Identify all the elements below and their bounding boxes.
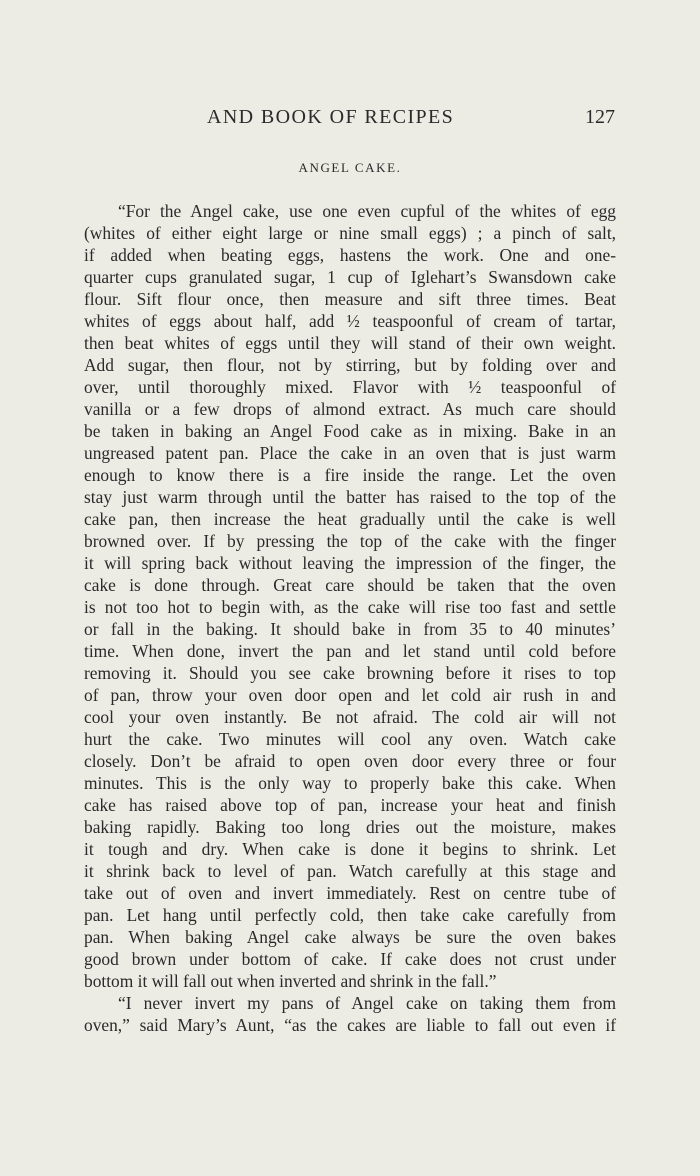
text-line: baking rapidly. Baking too long dries out the moisture, makes bbox=[84, 817, 616, 837]
section-title: ANGEL CAKE. bbox=[298, 160, 402, 175]
text-line: it tough and dry. When cake is done it begins to shrink. Let bbox=[84, 839, 616, 859]
text-line: if added when beating eggs, hastens the work. One and one- bbox=[84, 245, 616, 265]
text-line: it will spring back without leaving the impression of the finger, the bbox=[84, 553, 616, 573]
text-line: oven,” said Mary’s Aunt, “as the cakes are liable to fall out even if bbox=[84, 1015, 616, 1035]
text-line: ungreased patent pan. Place the cake in an oven that is just warm bbox=[84, 443, 616, 463]
text-line: removing it. Should you see cake browning before it rises to top bbox=[84, 663, 616, 683]
text-line: stay just warm through until the batter has raised to the top of the bbox=[84, 487, 616, 507]
body-text bbox=[84, 200, 616, 1036]
text-line: good brown under bottom of cake. If cake does not crust under bbox=[84, 949, 616, 969]
text-line: closely. Don’t be afraid to open oven door every three or four bbox=[84, 751, 616, 771]
text-line: whites of eggs about half, add ½ teaspoonful of cream of tartar, bbox=[84, 311, 616, 331]
text-line: it shrink back to level of pan. Watch carefully at this stage and bbox=[84, 861, 616, 881]
paragraph-recipe bbox=[84, 200, 616, 992]
text-line: is not too hot to begin with, as the cake will rise too fast and settle bbox=[84, 597, 616, 617]
text-line: enough to know there is a fire inside the range. Let the oven bbox=[84, 465, 616, 485]
text-line: be taken in baking an Angel Food cake as in mixing. Bake in an bbox=[84, 421, 616, 441]
text-line: minutes. This is the only way to properly bake this cake. When bbox=[84, 773, 616, 793]
running-title: AND BOOK OF RECIPES bbox=[207, 106, 455, 128]
running-head bbox=[0, 106, 700, 134]
text-line: flour. Sift flour once, then measure and sift three times. Beat bbox=[84, 289, 616, 309]
text-line: cake pan, then increase the heat gradually until the cake is well bbox=[84, 509, 616, 529]
page-number: 127 bbox=[585, 106, 615, 128]
text-line: browned over. If by pressing the top of the cake with the finger bbox=[84, 531, 616, 551]
text-line: pan. When baking Angel cake always be sure the oven bakes bbox=[84, 927, 616, 947]
text-line: Add sugar, then flour, not by stirring, but by folding over and bbox=[84, 355, 616, 375]
text-line: then beat whites of eggs until they will stand of their own weight. bbox=[84, 333, 616, 353]
text-line: bottom it will fall out when inverted and shrink in the fall.” bbox=[84, 971, 497, 991]
text-line: of pan, throw your oven door open and let cold air rush in and bbox=[84, 685, 616, 705]
text-line: cake has raised above top of pan, increase your heat and finish bbox=[84, 795, 616, 815]
text-line: (whites of either eight large or nine small eggs) ; a pinch of salt, bbox=[84, 223, 616, 243]
text-line: over, until thoroughly mixed. Flavor with ½ teaspoonful of bbox=[84, 377, 616, 397]
text-line: pan. Let hang until perfectly cold, then take cake carefully from bbox=[84, 905, 616, 925]
text-line: take out of oven and invert immediately. Rest on centre tube of bbox=[84, 883, 616, 903]
text-line: or fall in the baking. It should bake in from 35 to 40 minutes’ bbox=[84, 619, 616, 639]
text-line: vanilla or a few drops of almond extract. As much care should bbox=[84, 399, 616, 419]
text-line: time. When done, invert the pan and let stand until cold before bbox=[84, 641, 616, 661]
text-line: hurt the cake. Two minutes will cool any oven. Watch cake bbox=[84, 729, 616, 749]
text-line: “I never invert my pans of Angel cake on taking them from bbox=[118, 993, 616, 1013]
text-line: cake is done through. Great care should be taken that the oven bbox=[84, 575, 616, 595]
text-line: quarter cups granulated sugar, 1 cup of Iglehart’s Swansdown cake bbox=[84, 267, 616, 287]
text-line: “For the Angel cake, use one even cupful of the whites of egg bbox=[118, 201, 616, 221]
paragraph-aunt-quote bbox=[84, 992, 616, 1036]
text-line: cool your oven instantly. Be not afraid. The cold air will not bbox=[84, 707, 616, 727]
